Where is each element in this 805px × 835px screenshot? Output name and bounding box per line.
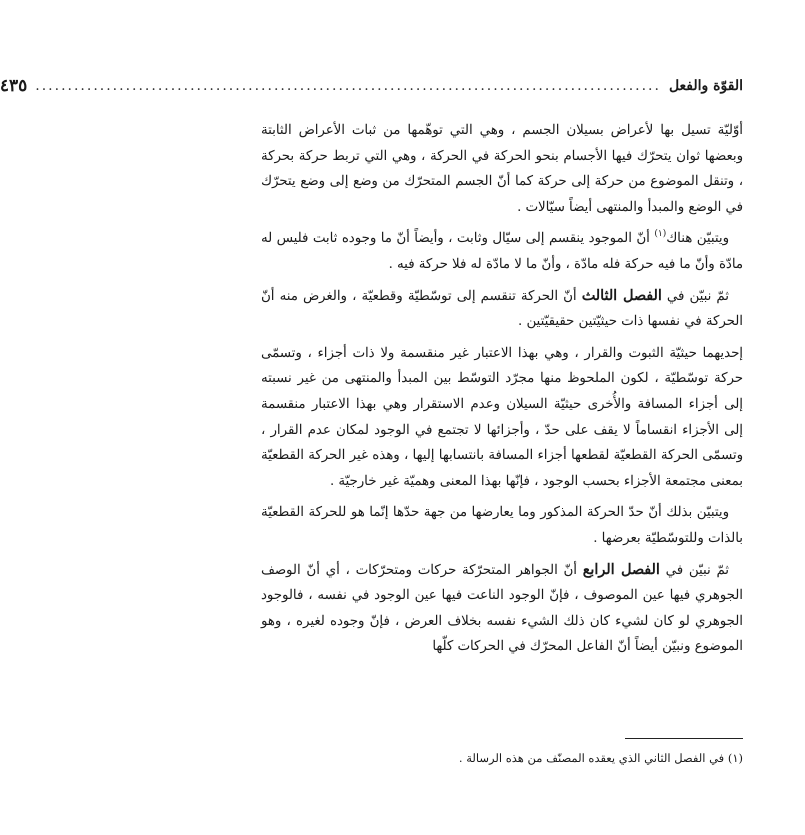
footnote-text: في الفصل الثاني الذي يعقده المصنّف من هذه الرسالة . [458, 751, 725, 765]
paragraph-text: أنّ الحركة تنقسم إلى توسّطيّة وقطعيّة ، والغرض منه أنّ الحركة في نفسها ذات حيثيّتين حقيقيّتين . [261, 288, 743, 330]
footnote-reference[interactable]: (١) [654, 229, 667, 240]
page-body [261, 118, 743, 666]
paragraph-text: ثمّ نبيّن في [661, 288, 729, 304]
chapter-reference-bold: الفصل الثالث [581, 287, 662, 304]
footnote [261, 748, 743, 768]
chapter-reference-bold: الفصل الرابع [582, 561, 660, 578]
paragraph-text: أنّ الجواهر المتحرّكة حركات ومتحرّكات ، أي أنّ الوصف الجوهري فيها عين الموصوف ، فإنّ الوجود الناعت فيها عين الوجود في نفسه ، فالوجود الجوهري لو كان لشيء كان ذلك الشيء نفسه بخلاف العرض ، فإنّ وجوده لغيره ، وهو الموضوع ونبيّن أيضاً أنّ الفاعل المحرّك في الحركات كلّها [261, 562, 743, 655]
paragraph-text: إحديهما حيثيّة الثبوت والقرار ، وهي بهذا الاعتبار غير منقسمة ولا ذات أجزاء ، وتسمّى حركة توسّطيّة ، لكون الملحوظ منها مجرّد التوسّط بين المبدأ والمنتهى من غير نسبته إلى أجزاء المسافة والأُخرى حيثيّة السيلان وعدم الاستقرار وهي بهذا الاعتبار منقسمة إلى الأجزاء انقساماً لا يقف على حدّ ، وأجزائها لا تجتمع في الوجود لمكان عدم القرار ، وتسمّى الحركة القطعيّة لقطعها أجزاء المسافة بانتسابها إليها ، وهذه غير الحركة القطعيّة بمعنى مجتمعة الأجزاء بحسب الوجود ، فإنّها بهذا المعنى وهميّة غير خارجيّة . [261, 345, 743, 489]
paragraph-1 [261, 118, 743, 220]
paragraph-text: أنّ الموجود ينقسم إلى سيّال وثابت ، وأيضاً أنّ ما وجوده ثابت فليس له مادّة وأنّ ما فيه حركة فله مادّة ، وأنّ ما لا مادّة له فلا حركة فيه . [261, 231, 743, 272]
paragraph-6 [261, 558, 743, 660]
running-header [0, 74, 743, 98]
paragraph-text: ويتبيّن بذلك أنّ حدّ الحركة المذكور وما يعارضها من جهة حدّها إنّما هو للحركة القطعيّة بالذات وللتوسّطيّة بعرضها . [261, 505, 743, 546]
page-number: ٤٣٥ [0, 76, 28, 96]
paragraph-2 [261, 226, 743, 277]
footnote-divider [625, 738, 743, 739]
paragraph-text: أوّليّة تسيل بها لأعراض بسيلان الجسم ، وهي التي توهّمها من ثبات الأعراض الثابتة وبعضها ثوان يتحرّك فيها الأجسام بنحو الحركة في الحركة ، وهي التي تربط حركة بحركة ، وتنقل الموضوع من حركة إلى حركة كما أنّ الجسم المتحرّك من وضع إلى وضع يتحرّك في الوضع والمبدأ والمنتهى أيضاً سيّالات . [261, 123, 743, 215]
paragraph-3 [261, 284, 743, 335]
header-leader-dots: ................................................................................................. [35, 78, 661, 94]
footnote-mark: (١) [727, 751, 743, 765]
paragraph-text: ويتبيّن هناك [666, 231, 729, 247]
header-title: القوّة والفعل [668, 78, 743, 94]
paragraph-text: ثمّ نبيّن في [659, 562, 729, 578]
paragraph-5 [261, 500, 743, 551]
paragraph-4 [261, 341, 743, 495]
